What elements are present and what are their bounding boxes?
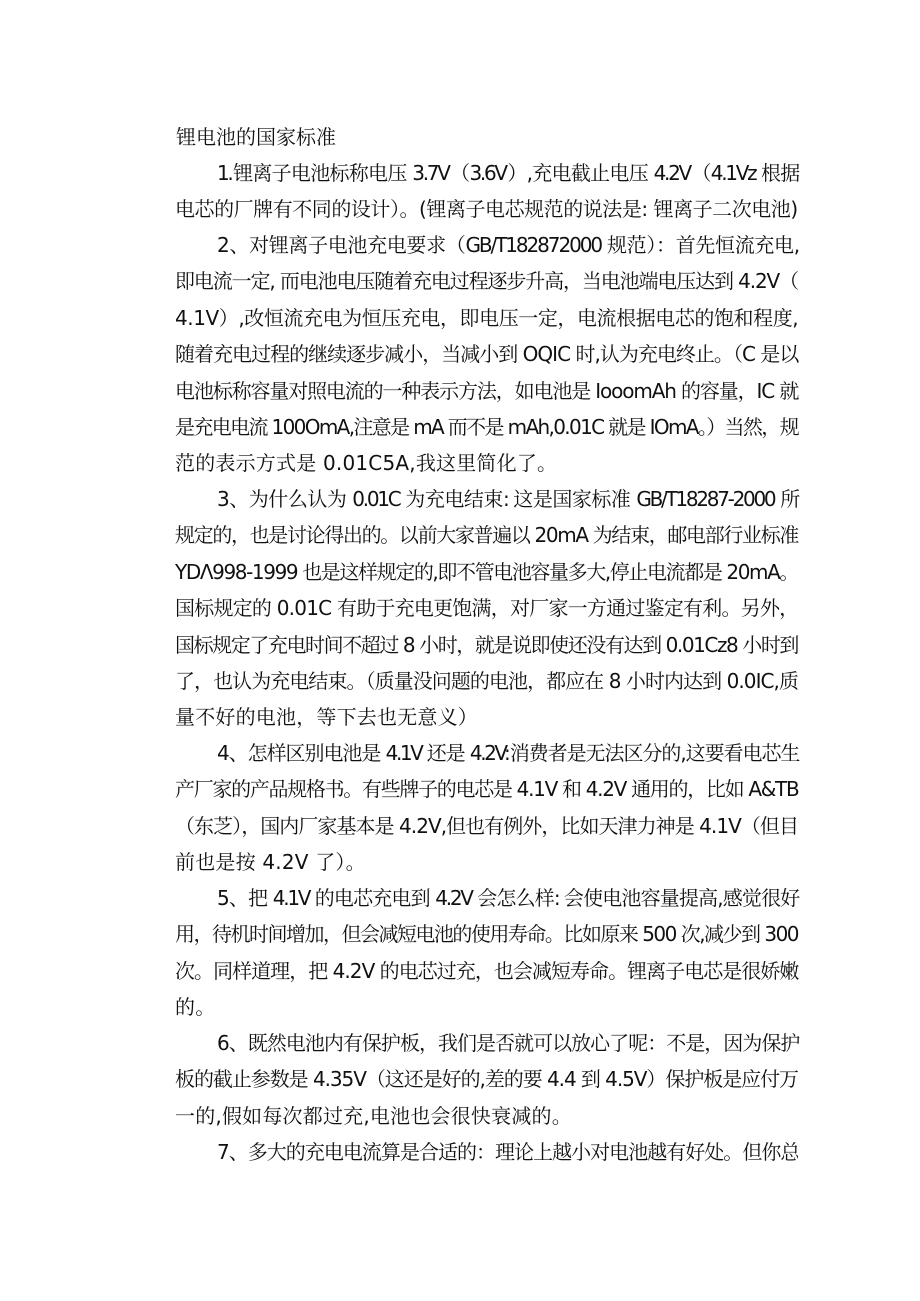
text-line: 用，待机时间增加，但会减短电池的使用寿命。比如原来 500 次,减少到 300 [175,922,798,947]
text-line: 范的表示方式是 0.01C5A,我这里简化了。 [175,451,558,476]
text-line: 产厂家的产品规格书。有些牌子的电芯是 4.1V 和 4.2V 通用的，比如 A&TB [175,777,799,802]
text-line: 一的,假如每次都过充,电池也会很快衰减的。 [175,1103,572,1128]
text-line: 是充电电流 100OmA,注意是 mA 而不是 mAh,0.01C 就是 IOmA。）当然，规 [175,415,798,440]
text-line: 1.锂离子电池标称电压 3.7V（3.6V）,充电截止电压 4.2V（4.1Vz 根据 [217,161,798,185]
text-line: 随着充电过程的继续逐步减小，当减小到 OQIC 时,认为充电终止。（C 是以 [175,342,799,367]
text-line: 量不好的电池，等下去也无意义） [175,705,478,730]
paragraph-5 [133,880,798,1026]
text-line: 3、为什么认为 0.01C 为充电结束: 这是国家标准 GB/T18287-2000 所 [217,487,798,511]
paragraph-1 [133,155,798,228]
paragraph-6 [133,1025,798,1134]
text-line: 即电流一定, 而电池电压随着充电过程逐步升高，当电池端电压达到 4.2V（ [175,269,798,294]
paragraph-4 [133,735,798,881]
paragraph-3 [133,481,798,736]
text-line: （东芝），国内厂家基本是 4.2V,但也有例外，比如天津力神是 4.1V（但目 [175,813,798,838]
text-line: 6、既然电池内有保护板，我们是否就可以放心了呢：不是，因为保护 [217,1031,798,1055]
text-line: 了，也认为充电结束。（质量没问题的电池，都应在 8 小时内达到 0.0IC,质 [175,669,798,694]
text-line: 板的截止参数是 4.35V（这还是好的,差的要 4.4 到 4.5V）保护板是应付万 [175,1067,798,1092]
text-line: 7、多大的充电电流算是合适的：理论上越小对电池越有好处。但你总 [217,1140,798,1164]
text-line: 5、把 4.1V 的电芯充电到 4.2V 会怎么样: 会使电池容量提高,感觉很好 [217,886,798,910]
text-line: 前也是按 4.2V 了）。 [175,850,366,875]
text-line: 次。同样道理，把 4.2V 的电芯过充，也会减短寿命。锂离子电芯是很娇嫩 [175,958,799,983]
document-title: 锂电池的国家标准 [176,125,336,149]
text-line: 的。 [175,995,216,1020]
text-line: 电池标称容量对照电流的一种表示方法，如电池是 IooomAh 的容量，IC 就 [175,378,799,403]
text-line: 2、对锂离子电池充电要求（GB/T182872000 规范）：首先恒流充电, [217,233,798,257]
text-line: 4.1V）,改恒流充电为恒压充电，即电压一定，电流根据电芯的饱和程度, [175,305,799,330]
text-line: 国标规定的 0.01C 有助于充电更饱满，对厂家一方通过鉴定有利。另外， [175,596,799,621]
text-line: YDΛ998-1999 也是这样规定的,即不管电池容量多大,停止电流都是 20mA。 [175,559,799,584]
text-line: 4、怎样区别电池是 4.1V 还是 4.2V:消费者是无法区分的,这要看电芯生 [217,741,798,765]
text-line: 国标规定了充电时间不超过 8 小时，就是说即使还没有达到 0.01Cz8 小时到 [175,632,798,657]
paragraph-2 [133,227,798,482]
text-line: 电芯的厂牌有不同的设计）。(锂离子电芯规范的说法是: 锂离子二次电池) [175,197,798,222]
text-line: 规定的，也是讨论得出的。以前大家普遍以 20mA 为结束，邮电部行业标准 [175,523,798,548]
paragraph-7 [133,1134,798,1168]
